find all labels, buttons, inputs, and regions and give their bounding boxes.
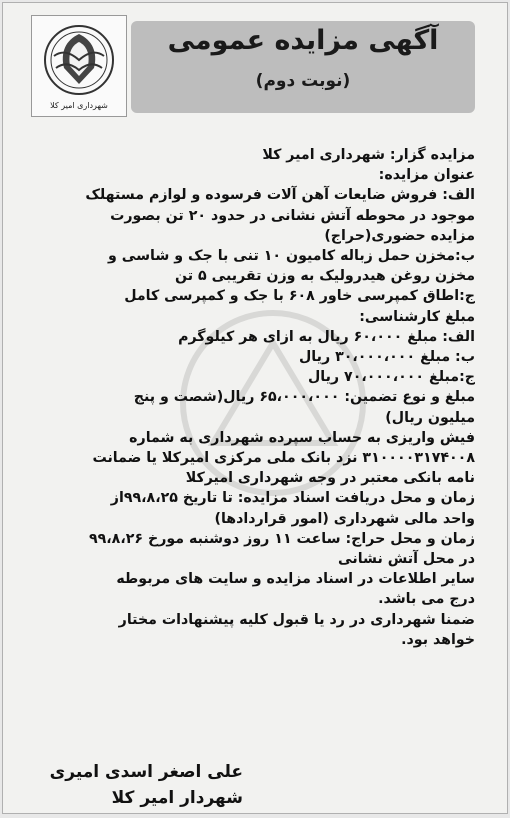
body-line: مزایده حضوری(حراج) <box>324 227 475 244</box>
body-line: الف: مبلغ ۶۰،۰۰۰ ریال به ازای هر کیلوگرم <box>178 328 475 345</box>
body-line: ب: مبلغ ۳۰،۰۰۰،۰۰۰ ریال <box>298 349 475 366</box>
body-line: ضمنا شهرداری در رد یا قبول کلیه پیشنهادات مختار <box>118 611 475 628</box>
body-line: زمان و محل دریافت اسناد مزایده: تا تاریخ ۹۹،۸،۲۵از <box>110 490 475 507</box>
logo-caption: شهرداری امیر کلا <box>50 101 108 110</box>
body-line: ج:اطاق کمپرسی خاور ۶۰۸ با جک و کمپرسی کامل <box>124 288 475 305</box>
notice-subtitle: (نوبت دوم) <box>255 71 351 91</box>
notice-body <box>39 145 475 650</box>
body-line: عنوان مزایده: <box>378 167 475 184</box>
body-line: زمان و محل حراج: ساعت ۱۱ روز دوشنبه مورخ ۹۹،۸،۲۶ <box>88 530 475 547</box>
body-line: ۳۱۰۰۰۰۳۱۷۴۰۰۸ نزد بانک ملی مرکزی امیرکلا یا ضمانت <box>92 450 475 467</box>
body-line: فیش واریزی به حساب سپرده شهرداری به شماره <box>129 429 475 446</box>
body-line: میلیون ریال) <box>385 409 475 426</box>
notice-title: آگهی مزایده عمومی <box>167 25 439 56</box>
body-line: موجود در محوطه آتش نشانی در حدود ۲۰ تن بصورت <box>110 207 475 224</box>
body-line: ج:مبلغ ۷۰،۰۰۰،۰۰۰ ریال <box>307 369 475 386</box>
signer-name: علی اصغر اسدی امیری <box>49 762 243 782</box>
body-line: واحد مالی شهرداری (امور قراردادها) <box>214 510 475 527</box>
body-line: مخزن روغن هیدرولیک به وزن تقریبی ۵ تن <box>174 268 475 285</box>
signature-block <box>43 759 243 811</box>
body-line: خواهد بود. <box>401 631 475 648</box>
body-line: مبلغ کارشناسی: <box>359 308 475 325</box>
notice-page <box>2 2 508 814</box>
body-line: درج می باشد. <box>378 591 475 608</box>
body-line: مبلغ و نوع تضمین: ۶۵،۰۰۰،۰۰۰ ریال(شصت و پنج <box>133 389 475 406</box>
body-line: مزایده گزار: شهرداری امیر کلا <box>262 147 475 163</box>
body-line: در محل آتش نشانی <box>338 551 475 568</box>
body-line: سایر اطلاعات در اسناد مزایده و سایت های مربوطه <box>116 571 475 588</box>
body-line: نامه بانکی معتبر در وجه شهرداری امیرکلا <box>185 470 475 487</box>
signer-role: شهردار امیر کلا <box>111 788 243 808</box>
body-line: الف: فروش ضایعات آهن آلات فرسوده و لوازم مستهلک <box>85 187 475 204</box>
body-line: ب:مخزن حمل زباله کامیون ۱۰ تنی با جک و شاسی و <box>107 248 475 265</box>
notice-header <box>131 21 475 113</box>
municipality-logo <box>31 15 127 117</box>
